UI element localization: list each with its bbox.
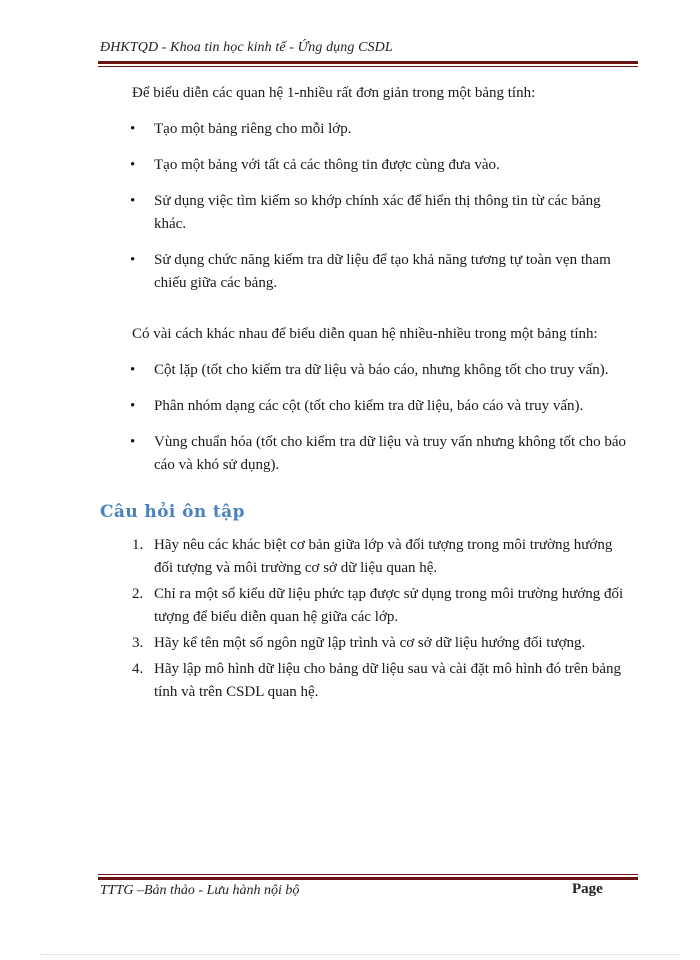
question-text: Hãy nêu các khác biệt cơ bản giữa lớp và đối tượng trong môi trường hướng đối tượng và môi trường cơ sở dữ liệu quan hệ. (154, 537, 613, 576)
question-item (100, 632, 630, 655)
question-item (100, 583, 630, 629)
header-title: ĐHKTQD - Khoa tin học kinh tế - Ứng dụng CSDL (100, 40, 393, 55)
question-text: Hãy kể tên một số ngôn ngữ lập trình và cơ sở dữ liệu hướng đối tượng. (154, 635, 586, 651)
intro-one-to-many: Để biểu diễn các quan hệ 1-nhiều rất đơn giản trong một bảng tính: (132, 85, 536, 101)
footer-text: TTTG –Bản thảo - Lưu hành nội bộ (100, 883, 300, 898)
one-to-many-list (100, 118, 630, 295)
intro-many-to-many: Có vài cách khác nhau để biểu diễn quan hệ nhiều-nhiều trong một bảng tính: (132, 326, 598, 342)
list-item: • Vùng chuẩn hóa (tốt cho kiểm tra dữ liệu và truy vấn nhưng không tốt cho báo cáo và khó sử dụng). (100, 431, 630, 477)
question-number: 2. (132, 586, 144, 602)
list-item: • Tạo một bảng với tất cả các thông tin được cùng đưa vào. (100, 154, 630, 177)
list-item: • Phân nhóm dạng các cột (tốt cho kiểm tra dữ liệu, báo cáo và truy vấn). (100, 395, 630, 418)
list-item: • Sử dụng việc tìm kiếm so khớp chính xác để hiển thị thông tin từ các bảng khác. (100, 190, 630, 236)
header-rule-thin (98, 66, 638, 67)
page-edge-divider (40, 954, 680, 955)
question-number: 1. (132, 537, 144, 553)
question-number: 4. (132, 661, 144, 677)
list-item: • Cột lặp (tốt cho kiểm tra dữ liệu và báo cáo, nhưng không tốt cho truy vấn). (100, 359, 630, 382)
page-label: Page (572, 881, 603, 897)
review-heading: Câu hỏi ôn tập (100, 502, 245, 522)
many-to-many-list (100, 359, 630, 477)
list-item: • Sử dụng chức năng kiểm tra dữ liệu để tạo khả năng tương tự toàn vẹn tham chiếu giữa các bảng. (100, 249, 630, 295)
question-text: Hãy lập mô hình dữ liệu cho bảng dữ liệu sau và cài đặt mô hình đó trên bảng tính và trên CSDL quan hệ. (154, 661, 621, 700)
page-body (100, 76, 630, 704)
header-rule-thick (98, 61, 638, 64)
footer-rule-thin (98, 874, 638, 875)
review-questions-list (100, 534, 630, 704)
footer-rule-thick (98, 877, 638, 880)
question-text: Chỉ ra một số kiểu dữ liệu phức tạp được sử dụng trong môi trường hướng đối tượng để biểu diễn quan hệ giữa các lớp. (154, 586, 624, 625)
list-item: • Tạo một bảng riêng cho mỗi lớp. (100, 118, 630, 141)
question-item (100, 534, 630, 580)
question-item (100, 658, 630, 704)
question-number: 3. (132, 635, 144, 651)
